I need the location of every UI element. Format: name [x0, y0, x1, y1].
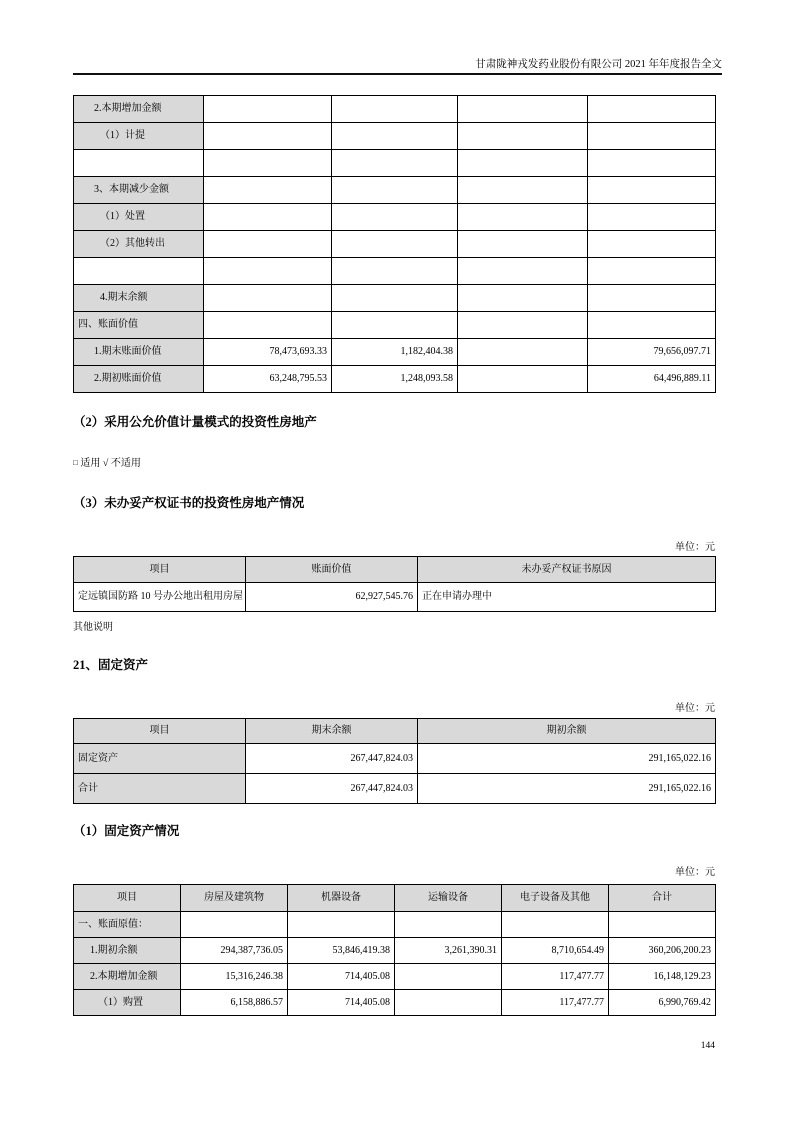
value-cell: 267,447,824.03	[246, 774, 418, 804]
applicability-line	[73, 454, 141, 469]
value-cell	[458, 339, 588, 366]
value-cell	[332, 96, 458, 123]
row-label-cell	[74, 150, 204, 177]
section-heading-21-1: （1）固定资产情况	[73, 824, 180, 838]
table-row	[74, 990, 716, 1016]
value-cell	[332, 231, 458, 258]
value-cell	[458, 231, 588, 258]
value-cell	[204, 177, 332, 204]
row-label-cell: 3、本期减少金额	[74, 177, 204, 204]
value-cell	[204, 231, 332, 258]
fixed-assets-summary-table	[73, 718, 716, 804]
value-cell	[458, 150, 588, 177]
row-label-cell: （1）处置	[74, 204, 204, 231]
investment-property-table	[73, 95, 716, 393]
row-label-cell: 4.期末余额	[74, 285, 204, 312]
value-cell	[458, 366, 588, 393]
table-row	[74, 774, 716, 804]
value-cell	[181, 912, 288, 938]
value-cell	[588, 123, 716, 150]
column-header: 项目	[74, 885, 181, 912]
value-cell: 62,927,545.76	[246, 583, 418, 612]
value-cell	[588, 96, 716, 123]
value-cell: 1,182,404.38	[332, 339, 458, 366]
not-applicable-label: 不适用	[110, 458, 141, 469]
value-cell: 117,477.77	[502, 964, 609, 990]
row-label-cell: （1）购置	[74, 990, 181, 1016]
value-cell	[395, 964, 502, 990]
value-cell: 63,248,795.53	[204, 366, 332, 393]
table-row	[74, 583, 716, 612]
column-header: 账面价值	[246, 557, 418, 583]
reason-cell: 正在申请办理中	[418, 583, 716, 612]
value-cell	[458, 123, 588, 150]
column-header: 房屋及建筑物	[181, 885, 288, 912]
table-header-row	[74, 885, 716, 912]
column-header: 期末余额	[246, 719, 418, 744]
column-header: 项目	[74, 719, 246, 744]
table-header-row	[74, 719, 716, 744]
table-row	[74, 204, 716, 231]
value-cell	[588, 150, 716, 177]
value-cell	[588, 258, 716, 285]
table-row	[74, 938, 716, 964]
value-cell	[609, 912, 716, 938]
row-label-cell: 1.期末账面价值	[74, 339, 204, 366]
value-cell	[458, 285, 588, 312]
value-cell	[332, 150, 458, 177]
value-cell: 291,165,022.16	[418, 744, 716, 774]
row-label-cell	[74, 258, 204, 285]
value-cell: 267,447,824.03	[246, 744, 418, 774]
row-label-cell: 四、账面价值	[74, 312, 204, 339]
checkbox-unchecked-icon: □	[73, 458, 78, 467]
value-cell: 117,477.77	[502, 990, 609, 1016]
table-row	[74, 285, 716, 312]
value-cell	[204, 150, 332, 177]
table-row	[74, 366, 716, 393]
property-certificate-table	[73, 556, 716, 612]
value-cell	[458, 177, 588, 204]
value-cell: 3,261,390.31	[395, 938, 502, 964]
row-label-cell: 2.本期增加金额	[74, 96, 204, 123]
table-header-row	[74, 557, 716, 583]
applicable-label: 适用	[80, 458, 101, 469]
value-cell	[204, 96, 332, 123]
item-cell: 固定资产	[74, 744, 246, 774]
unit-label: 单位：元	[675, 867, 715, 878]
page-number: 144	[700, 1041, 715, 1051]
unit-label: 单位：元	[675, 703, 715, 714]
table-row	[74, 123, 716, 150]
column-header: 项目	[74, 557, 246, 583]
table-row	[74, 177, 716, 204]
fixed-assets-detail-table	[73, 884, 716, 1016]
table-row	[74, 258, 716, 285]
value-cell	[204, 258, 332, 285]
value-cell	[204, 204, 332, 231]
value-cell: 64,496,889.11	[588, 366, 716, 393]
table-row	[74, 231, 716, 258]
value-cell	[395, 990, 502, 1016]
column-header: 运输设备	[395, 885, 502, 912]
value-cell: 1,248,093.58	[332, 366, 458, 393]
value-cell: 53,846,419.38	[288, 938, 395, 964]
item-cell: 定远镇国防路 10 号办公地出租用房屋	[74, 583, 246, 612]
value-cell	[332, 312, 458, 339]
column-header: 期初余额	[418, 719, 716, 744]
table-row	[74, 912, 716, 938]
value-cell	[458, 204, 588, 231]
value-cell	[204, 312, 332, 339]
value-cell	[288, 912, 395, 938]
value-cell	[204, 285, 332, 312]
value-cell	[458, 96, 588, 123]
value-cell	[458, 258, 588, 285]
value-cell: 8,710,654.49	[502, 938, 609, 964]
column-header: 未办妥产权证书原因	[418, 557, 716, 583]
item-cell: 合计	[74, 774, 246, 804]
section-heading-21: 21、固定资产	[73, 658, 149, 672]
row-label-cell: 2.本期增加金额	[74, 964, 181, 990]
value-cell: 16,148,129.23	[609, 964, 716, 990]
value-cell	[395, 912, 502, 938]
unit-label: 单位：元	[675, 542, 715, 553]
check-icon: √	[102, 458, 109, 469]
row-label-cell: 一、账面原值：	[74, 912, 181, 938]
value-cell	[502, 912, 609, 938]
column-header: 合计	[609, 885, 716, 912]
section-heading-3: （3）未办妥产权证书的投资性房地产情况	[73, 496, 305, 510]
value-cell	[588, 204, 716, 231]
value-cell	[332, 123, 458, 150]
row-label-cell: 2.期初账面价值	[74, 366, 204, 393]
running-header: 甘肃陇神戎发药业股份有限公司 2021 年年度报告全文	[475, 59, 722, 70]
value-cell: 714,405.08	[288, 964, 395, 990]
value-cell	[332, 204, 458, 231]
value-cell: 78,473,693.33	[204, 339, 332, 366]
header-rule	[73, 73, 722, 75]
value-cell: 291,165,022.16	[418, 774, 716, 804]
other-note: 其他说明	[73, 622, 113, 633]
value-cell	[458, 312, 588, 339]
value-cell	[588, 231, 716, 258]
value-cell: 6,990,769.42	[609, 990, 716, 1016]
value-cell	[204, 123, 332, 150]
table-row	[74, 339, 716, 366]
table-row	[74, 312, 716, 339]
table-row	[74, 150, 716, 177]
value-cell: 79,656,097.71	[588, 339, 716, 366]
row-label-cell: 1.期初余额	[74, 938, 181, 964]
column-header: 机器设备	[288, 885, 395, 912]
value-cell: 15,316,246.38	[181, 964, 288, 990]
section-heading-2: （2）采用公允价值计量模式的投资性房地产	[73, 415, 317, 429]
table-row	[74, 744, 716, 774]
value-cell: 6,158,886.57	[181, 990, 288, 1016]
value-cell	[588, 312, 716, 339]
value-cell: 714,405.08	[288, 990, 395, 1016]
column-header: 电子设备及其他	[502, 885, 609, 912]
row-label-cell: （1）计提	[74, 123, 204, 150]
value-cell: 360,206,200.23	[609, 938, 716, 964]
value-cell	[332, 258, 458, 285]
value-cell	[332, 177, 458, 204]
value-cell	[588, 177, 716, 204]
row-label-cell: （2）其他转出	[74, 231, 204, 258]
value-cell	[588, 285, 716, 312]
table-row	[74, 964, 716, 990]
value-cell: 294,387,736.05	[181, 938, 288, 964]
table-row	[74, 96, 716, 123]
value-cell	[332, 285, 458, 312]
